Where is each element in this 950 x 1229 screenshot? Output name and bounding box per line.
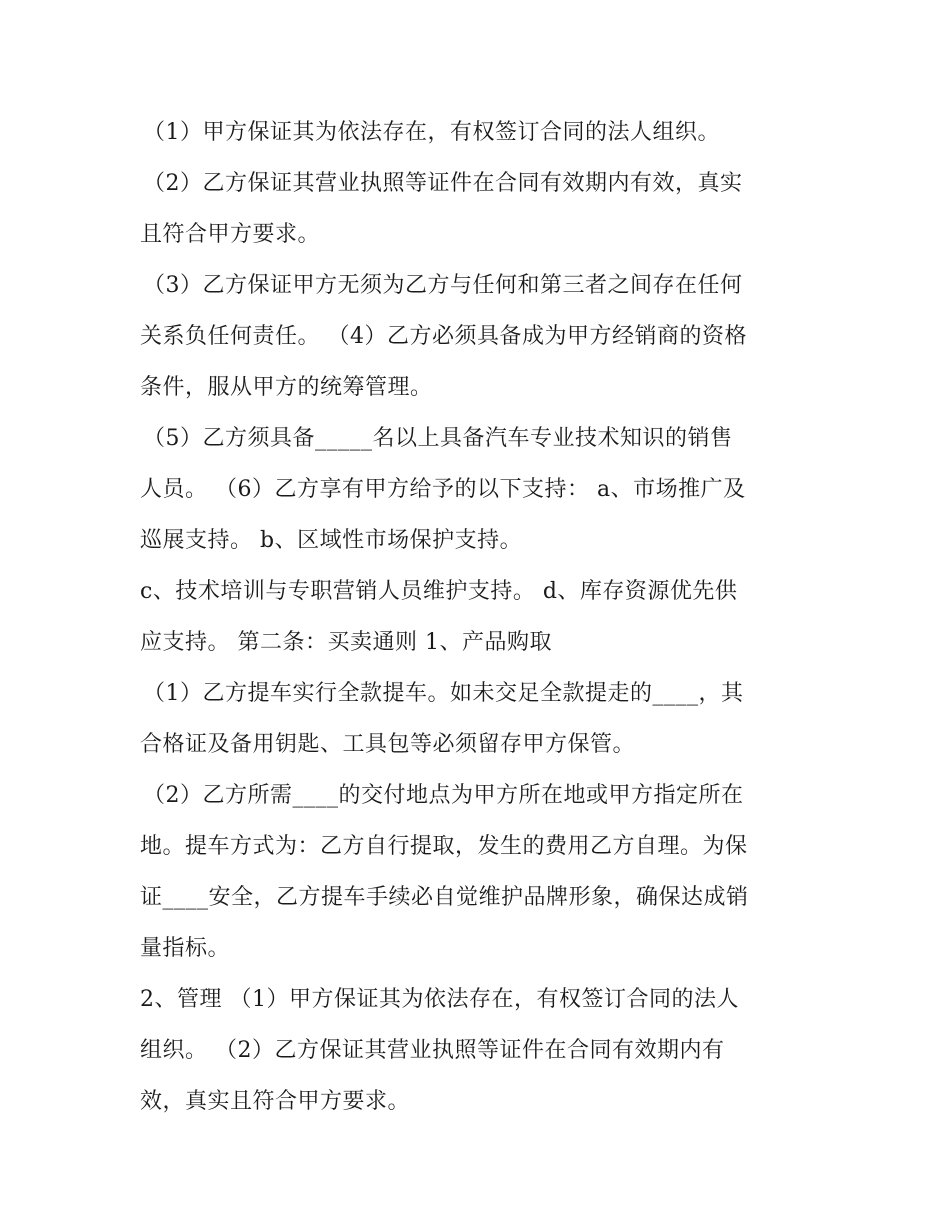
text-line: （1）乙方提车实行全款提车。如未交足全款提走的____，其	[143, 681, 744, 706]
text-line: 应支持。 第二条：买卖通则 1、产品购取	[140, 630, 552, 655]
text-line: 巡展支持。 b、区域性市场保护支持。	[140, 528, 523, 553]
text-line: 且符合甲方要求。	[140, 222, 321, 247]
text-line: （2）乙方保证其营业执照等证件在合同有效期内有效，真实	[143, 171, 743, 196]
text-line: c、技术培训与专职营销人员维护支持。 d、库存资源优先供	[140, 579, 738, 604]
text-line: 合格证及备用钥匙、工具包等必须留存甲方保管。	[140, 732, 636, 757]
text-line: 地。提车方式为：乙方自行提取，发生的费用乙方自理。为保	[140, 834, 748, 859]
text-line: （1）甲方保证其为依法存在，有权签订合同的法人组织。	[143, 120, 720, 145]
text-line: （3）乙方保证甲方无须为乙方与任何和第三者之间存在任何	[143, 273, 743, 298]
text-line: 人员。 （6）乙方享有甲方给予的以下支持： a、市场推广及	[140, 477, 746, 502]
text-line: 量指标。	[140, 936, 231, 961]
text-line: 关系负任何责任。 （4）乙方必须具备成为甲方经销商的资格	[140, 324, 747, 349]
text-line: 效，真实且符合甲方要求。	[140, 1089, 411, 1114]
text-line: 组织。 （2）乙方保证其营业执照等证件在合同有效期内有	[140, 1038, 725, 1063]
text-line: 证____安全，乙方提车手续必自觉维护品牌形象，确保达成销	[140, 885, 749, 910]
text-line: 2、管理 （1）甲方保证其为依法存在，有权签订合同的法人	[140, 987, 739, 1012]
text-line: 条件，服从甲方的统筹管理。	[140, 375, 433, 400]
document-body	[140, 107, 820, 1127]
text-line: （5）乙方须具备_____名以上具备汽车专业技术知识的销售	[143, 426, 733, 451]
text-line: （2）乙方所需____的交付地点为甲方所在地或甲方指定所在	[143, 783, 744, 808]
